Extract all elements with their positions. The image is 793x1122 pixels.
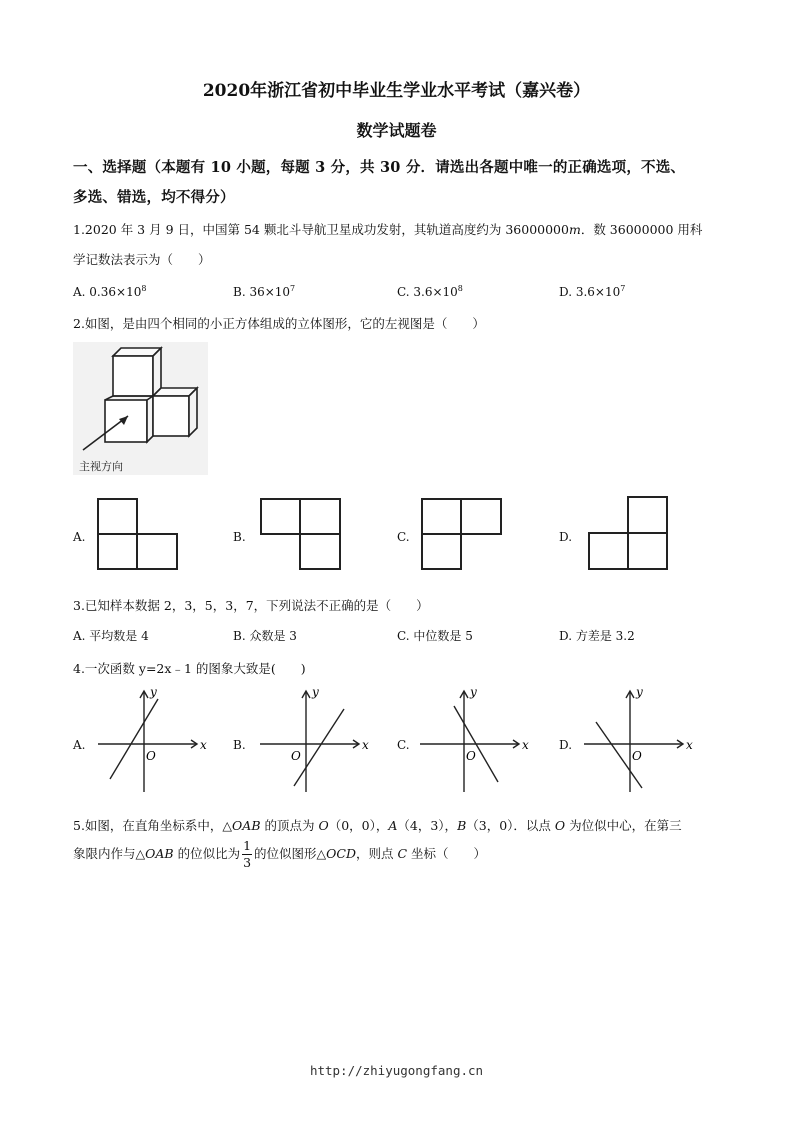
q4-option-a: A. xyxy=(73,738,86,752)
q4-option-b-graph xyxy=(258,684,368,794)
q2-option-d: D. xyxy=(559,530,573,544)
q4-option-d-graph xyxy=(582,684,692,794)
q1-option-c: C. $3.6\times 10^8$ xyxy=(397,284,463,299)
section-heading-line2: 多选、错选，均不得分） xyxy=(73,189,235,206)
q4-option-d: D. xyxy=(559,738,573,752)
q2-option-c-figure xyxy=(421,498,503,570)
axis-x-label: x xyxy=(522,738,529,752)
q2-option-a: A. xyxy=(73,530,86,544)
q2-option-b: B. xyxy=(233,530,246,544)
q3-option-d: D. 方差是 3.2 xyxy=(559,629,635,643)
axis-x-label: x xyxy=(200,738,207,752)
question-4: 4.一次函数 y=2x﹣1 的图象大致是( ) xyxy=(73,661,306,676)
fraction-one-third: $\frac{1}{3}$ xyxy=(243,838,252,870)
q4-option-b: B. xyxy=(233,738,246,752)
origin-label: O xyxy=(466,749,476,763)
q3-option-c: C. 中位数是 5 xyxy=(397,629,473,643)
q4-option-c: C. xyxy=(397,738,410,752)
q4-option-a-graph xyxy=(96,684,206,794)
q1-text-a: 1.2020 年 3 月 9 日，中国第 54 颗北斗导航卫星成功发射，其轨道高度约为 36000000 xyxy=(73,222,569,237)
q1-text-b: ．数 36000000 用科 xyxy=(580,222,703,237)
question-5-line1: 5.如图，在直角坐标系中，△OAB 的顶点为 O（0，0），A（4，3），B（3，0）．以点 O 为位似中心，在第三 xyxy=(73,818,682,833)
question-1-line1 xyxy=(73,220,702,238)
question-3: 3.已知样本数据 2，3，5，3，7，下列说法不正确的是（ ） xyxy=(73,598,429,613)
origin-label: O xyxy=(291,749,301,763)
q2-option-c: C. xyxy=(397,530,410,544)
q1-option-d: D. $3.6\times 10^7$ xyxy=(559,284,626,299)
axis-x-label: x xyxy=(362,738,369,752)
exam-title: 2020年浙江省初中毕业生学业水平考试（嘉兴卷） xyxy=(202,81,591,101)
question-5-line2: 象限内作与△OAB 的位似比为 $\frac{1}{3}$ 的位似图形△OCD，则点 C 坐标（ ） xyxy=(73,838,487,870)
axis-y-label: y xyxy=(150,685,157,699)
q1-option-b: B. $36\times 10^7$ xyxy=(233,284,296,299)
question-2: 2.如图，是由四个相同的小正方体组成的立体图形，它的左视图是（ ） xyxy=(73,316,485,331)
footer-url[interactable]: http://zhiyugongfang.cn xyxy=(309,1063,484,1078)
axis-y-label: y xyxy=(312,685,319,699)
q3-option-a: A. 平均数是 4 xyxy=(73,629,149,643)
q4-option-c-graph xyxy=(418,684,528,794)
question-1-line2: 学记数法表示为（ ） xyxy=(73,252,211,267)
exam-subtitle: 数学试题卷 xyxy=(356,121,437,140)
section-heading-line1: 一、选择题（本题有 10 小题，每题 3 分，共 30 分．请选出各题中唯一的正确选项，不选、 xyxy=(73,159,686,176)
origin-label: O xyxy=(146,749,156,763)
q1-unit: m xyxy=(568,222,581,237)
axis-y-label: y xyxy=(470,685,477,699)
q2-option-a-figure xyxy=(97,498,179,570)
q2-option-d-figure xyxy=(588,496,670,572)
q2-cube-figure xyxy=(73,342,208,477)
axis-x-label: x xyxy=(686,738,693,752)
axis-y-label: y xyxy=(636,685,643,699)
q3-option-b: B. 众数是 3 xyxy=(233,629,297,643)
origin-label: O xyxy=(632,749,642,763)
q1-option-a: A. $0.36\times 10^8$ xyxy=(73,284,147,299)
view-direction-caption: 主视方向 xyxy=(79,460,123,473)
q2-option-b-figure xyxy=(260,498,342,570)
